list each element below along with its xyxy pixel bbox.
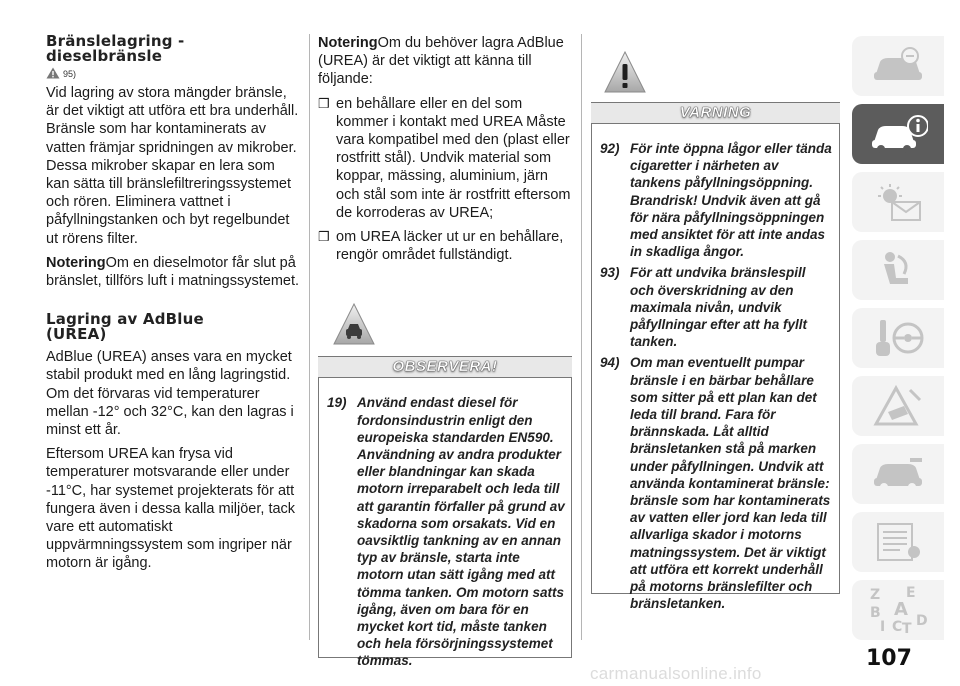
- index-letter: I: [880, 619, 886, 635]
- note-paragraph: [46, 254, 300, 290]
- warning-box: [591, 124, 840, 612]
- warning-number: 92): [600, 141, 620, 156]
- paragraph: Eftersom UREA kan frysa vid temperaturer motsvarande eller under -11°C, har systemet projekterats för att fungera även i dessa kalla miljöer, tack vare ett automatiskt uppvärmningssystem som ingriper när motorn är igång.: [46, 446, 296, 572]
- checkbox-bullet-icon: ❒: [318, 229, 330, 245]
- column-divider: [309, 34, 310, 640]
- reference-number: 95): [63, 69, 77, 79]
- car-info-icon: [868, 114, 928, 154]
- index-letter: D: [916, 613, 928, 629]
- warning-reference: [46, 67, 300, 79]
- caution-symbol: [332, 302, 376, 346]
- note-text: Om du behöver lagra AdBlue (UREA) är det viktigt att känna till följande:: [318, 35, 564, 88]
- car-service-icon: [870, 454, 926, 494]
- tab-index[interactable]: [852, 580, 944, 640]
- column-1: [46, 34, 300, 573]
- warning-text: Om man eventuellt pumpar bränsle i en bärbar behållare som sitter på ett plan kan det leda till brand. Fara för brännskada. Låt alltid bränsletanken stå på marken under påfyllningen. Undvik att använda kontaminerat bränsle: bränsle som har kontaminerats av vatten eller jord kan leda till allvarliga skador i motorns matningssystem. Det är viktigt att utföra ett korrekt underhåll på motorns bränslefilter och bränsletanken.: [630, 355, 831, 612]
- tab-dashboard[interactable]: [852, 36, 944, 96]
- note-label: Notering: [318, 35, 378, 51]
- tab-car-info[interactable]: [852, 104, 944, 164]
- breakdown-triangle-icon: [870, 384, 926, 428]
- warning-text: För inte öppna lågor eller tända cigaretter i närheten av tankens påfyllningsöppning. Brandrisk! Undvik även att gå för nära påfyllningsöppningen med ansiktet för att inte andas in skadliga ångor.: [630, 141, 832, 260]
- paragraph: AdBlue (UREA) anses vara en mycket stabil produkt med en lång lagringstid. Om det förvaras vid temperaturer mellan -12° och 32°C, kan den lagras i minst ett år.: [46, 349, 294, 439]
- note-label: Notering: [46, 254, 106, 271]
- specifications-list-icon: [870, 520, 926, 564]
- warning-item: [600, 354, 833, 612]
- tab-maintenance[interactable]: [852, 444, 944, 504]
- warning-light-envelope-icon: [870, 182, 926, 222]
- warning-exclamation-icon: [603, 50, 647, 94]
- warning-box-title: VARNING: [591, 102, 840, 124]
- watermark: carmanualsonline.info: [590, 664, 762, 683]
- note-paragraph: [318, 34, 572, 89]
- index-letter: A: [894, 599, 908, 620]
- tab-warning-lights[interactable]: [852, 172, 944, 232]
- list-item: ❒ om UREA läcker ut ur en behållare, rengör området fullständigt.: [318, 229, 564, 264]
- page-number: 107: [866, 646, 912, 671]
- tab-safety[interactable]: [852, 240, 944, 300]
- caution-box-title: OBSERVERA!: [318, 356, 572, 378]
- seat-airbag-icon: [870, 250, 926, 290]
- column-2: [318, 34, 572, 669]
- column-divider: [581, 34, 582, 640]
- tab-technical-data[interactable]: [852, 512, 944, 572]
- checkbox-bullet-icon: ❒: [318, 95, 330, 111]
- car-caution-icon: [332, 302, 376, 346]
- index-letter: T: [902, 621, 912, 635]
- alphabet-index-icon: [866, 585, 930, 635]
- chapter-tabs: [852, 36, 944, 648]
- warning-symbol: [603, 50, 647, 94]
- caution-item: [327, 394, 565, 669]
- warning-number: 94): [600, 355, 620, 371]
- paragraph: Vid lagring av stora mängder bränsle, är det viktigt att utföra ett bra underhåll. Bränsle som har kontaminerats av vatten främjar spridningen av mikrober. Dessa mikrober skapar en lera som kan sätta till bränslefiltreringssystemet och rören. Eliminera vattnet i påfyllningstanken och byt regelbundet ut rörens filter.: [46, 85, 299, 247]
- column-3: [591, 34, 840, 612]
- section-heading-diesel-storage: Bränslelagring - dieselbränsle: [46, 32, 185, 65]
- warning-item: [600, 264, 833, 350]
- warning-number: 93): [600, 265, 620, 281]
- section-heading-adblue-storage: Lagring av AdBlue (UREA): [46, 310, 204, 344]
- key-steering-icon: [870, 316, 926, 360]
- car-dashboard-icon: [870, 46, 926, 86]
- index-letter: C: [892, 619, 903, 635]
- caution-box: [318, 378, 572, 669]
- index-letter: B: [870, 605, 881, 621]
- warning-item: [600, 140, 833, 260]
- index-letter: Z: [870, 587, 881, 603]
- warning-triangle-icon: [46, 67, 60, 79]
- warning-text: För att undvika bränslespill och överskridning av den maximala nivån, undvik påfyllningar efter att ha fyllt tanken.: [630, 265, 808, 350]
- tab-emergency[interactable]: [852, 376, 944, 436]
- index-letter: E: [906, 585, 916, 601]
- tab-starting-driving[interactable]: [852, 308, 944, 368]
- note-text: Om en dieselmotor får slut på bränslet, tillförs luft i matningssystemet.: [46, 254, 300, 290]
- caution-number: 19): [327, 395, 347, 411]
- list-item: ❒ en behållare eller en del som kommer i kontakt med UREA Måste vara kompatibel med den (plast eller rostfritt stål). Undvik material som koppar, mässing, aluminium, järn och stål som inte är rostfritt eftersom de korroderas av UREA;: [318, 95, 571, 221]
- caution-text: Använd endast diesel för fordonsindustrin enligt den europeiska standarden EN590. Användning av andra produkter eller blandningar kan skada motorn irreparabelt och leda till att garantin förfaller på grund av skadorna som orsakats. Vid en oavsiktlig tankning av en annan typ av bränsle, starta inte motorn utan sätt igång med att tömma tanken. Om motorn satts igång, även om bara för en mycket kort tid, måste tanken och hela försörjningssystemet tömmas.: [357, 395, 565, 669]
